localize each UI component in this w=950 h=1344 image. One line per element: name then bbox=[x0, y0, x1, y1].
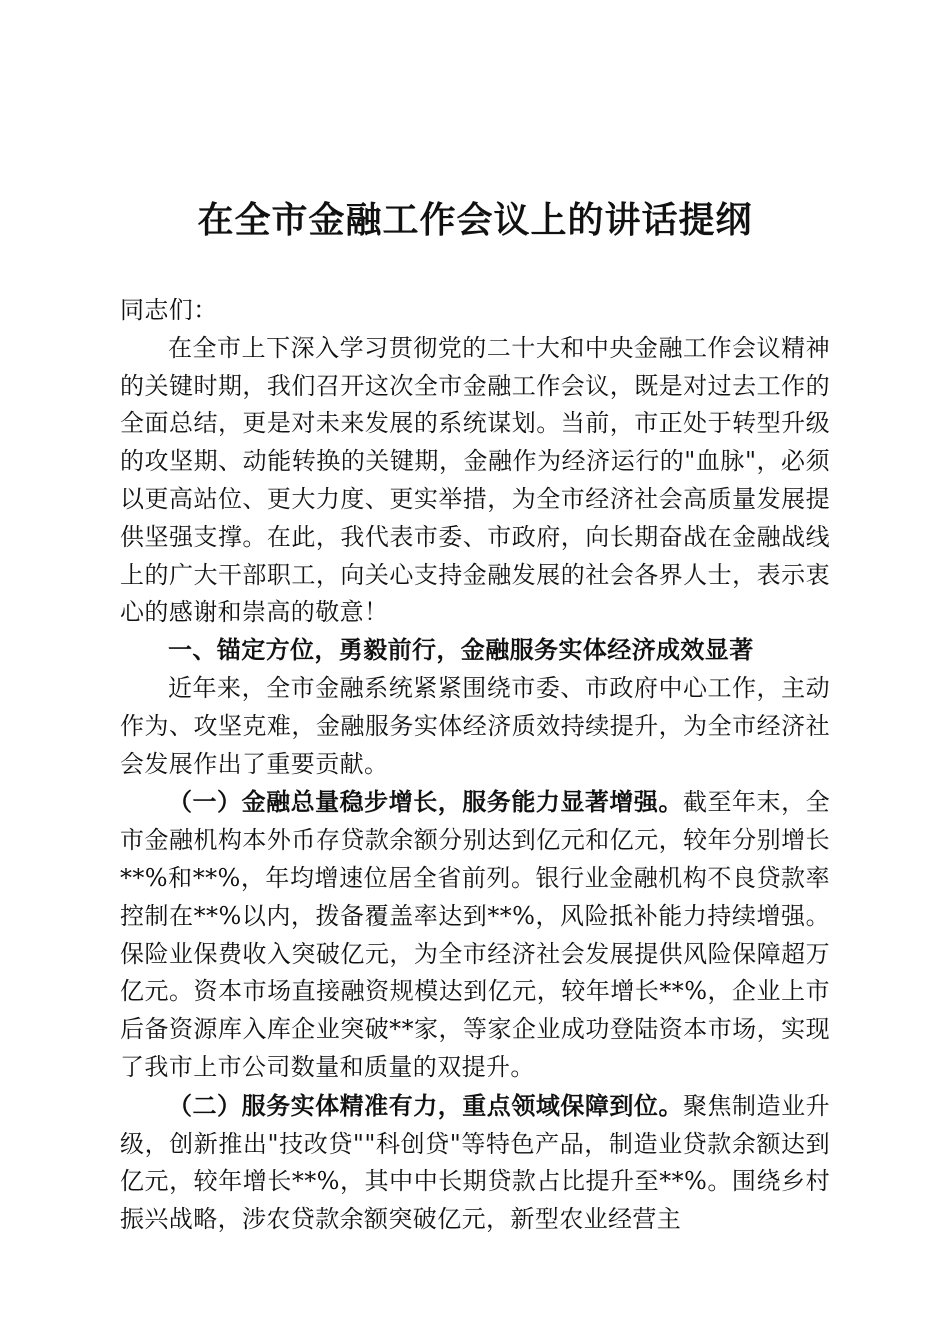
document-body bbox=[120, 292, 830, 1239]
subheading-1-body: 截至年末，全市金融机构本外币存贷款余额分别达到亿元和亿元，较年分别增长**%和**%，年均增速位居全省前列。银行业金融机构不良贷款率控制在**%以内，拨备覆盖率达到**%，风险抵补能力持续增强。保险业保费收入突破亿元，为全市经济社会发展提供风险保障超万亿元。资本市场直接融资规模达到亿元，较年增长**%，企业上市后备资源库入库企业突破**家，等家企业成功登陆资本市场，实现了我市上市公司数量和质量的双提升。 bbox=[120, 788, 830, 1081]
paragraph-intro: 在全市上下深入学习贯彻党的二十大和中央金融工作会议精神的关键时期，我们召开这次全市金融工作会议，既是对过去工作的全面总结，更是对未来发展的系统谋划。当前，市正处于转型升级的攻坚期、动能转换的关键期，金融作为经济运行的"血脉"，必须以更高站位、更大力度、更实举措，为全市经济社会高质量发展提供坚强支撑。在此，我代表市委、市政府，向长期奋战在金融战线上的广大干部职工，向关心支持金融发展的社会各界人士，表示衷心的感谢和崇高的敬意！ bbox=[120, 333, 830, 627]
salutation: 同志们： bbox=[120, 296, 218, 324]
paragraph-sub1 bbox=[120, 783, 830, 1086]
paragraph-sub2 bbox=[120, 1087, 830, 1239]
paragraph-section1-intro: 近年来，全市金融系统紧紧围绕市委、市政府中心工作，主动作为、攻坚克难，金融服务实体经济质效持续提升，为全市经济社会发展作出了重要贡献。 bbox=[120, 673, 830, 778]
section-heading-1: 一、锚定方位，勇毅前行，金融服务实体经济成效显著 bbox=[168, 636, 754, 665]
document-title: 在全市金融工作会议上的讲话提纲 bbox=[197, 199, 753, 241]
subheading-1: （一）金融总量稳步增长，服务能力显著增强。 bbox=[168, 787, 683, 817]
subheading-2: （二）服务实体精准有力，重点领域保障到位。 bbox=[168, 1090, 683, 1120]
subheading-2-body: 聚焦制造业升级，创新推出"技改贷""科创贷"等特色产品，制造业贷款余额达到亿元，较年增长**%，其中中长期贷款占比提升至**%。围绕乡村振兴战略，涉农贷款余额突破亿元，新型农业经营主 bbox=[120, 1091, 830, 1234]
